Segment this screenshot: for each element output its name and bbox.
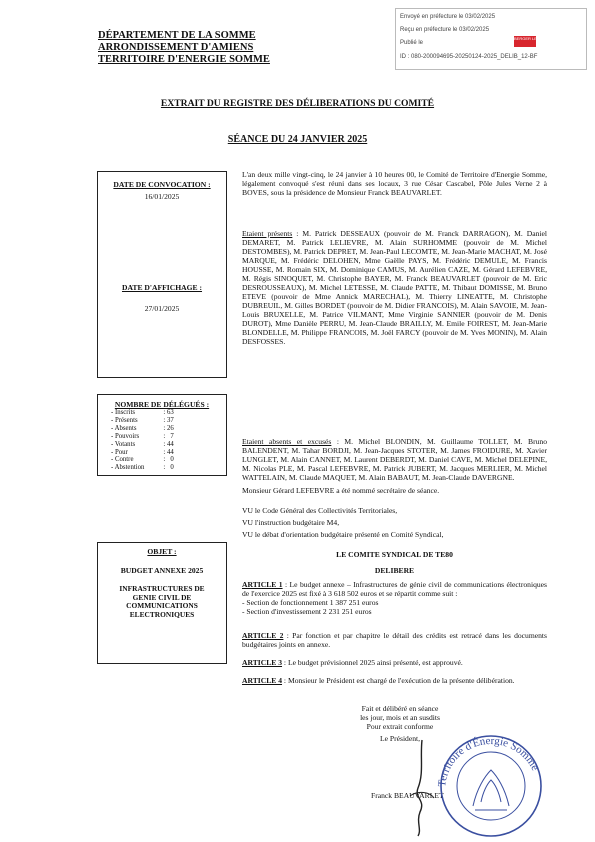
delegates-row — [110, 456, 175, 464]
berger-levrault-logo: BERGER LEVRAULT — [514, 36, 536, 47]
stamp-published: Publié le — [400, 40, 424, 46]
article-1-line-2: - Section d'investissement 2 231 251 euros — [242, 607, 372, 616]
svg-text:Territoire d'Énergie Somme — [436, 735, 541, 788]
delegates-row-label: - Absents — [111, 424, 137, 432]
article-3 — [242, 658, 547, 667]
delegates-row-value: : 44 — [163, 448, 174, 456]
official-seal — [425, 718, 555, 838]
delegates-row — [110, 433, 175, 441]
delegates-row-value: : 26 — [163, 424, 174, 432]
article-4-text: : Monsieur le Président est chargé de l'exécution de la présente délibération. — [282, 676, 515, 685]
signature-line-4: Le Président, — [379, 734, 421, 743]
president-name: Franck BEAUVARLET — [371, 791, 444, 800]
delegates-row — [110, 464, 175, 472]
decision-heading — [242, 550, 547, 575]
delegates-row — [110, 417, 175, 425]
article-3-label: ARTICLE 3 — [242, 658, 283, 667]
secretary-line: Monsieur Gérard LEFEBVRE a été nommé secrétaire de séance. — [242, 486, 440, 495]
absents-label: Etaient absents et excusés — [242, 437, 332, 446]
article-2 — [242, 631, 547, 649]
delegates-row-value: : 44 — [163, 440, 174, 448]
header-line-2: ARRONDISSEMENT D'AMIENS — [98, 42, 254, 53]
delegates-row — [110, 409, 175, 417]
header-line-1: DÉPARTEMENT DE LA SOMME — [98, 30, 256, 41]
delibere-heading: DELIBERE — [374, 566, 415, 575]
delegates-label: NOMBRE DE DÉLÉGUÉS : — [114, 400, 210, 409]
article-1-label: ARTICLE 1 — [242, 580, 283, 589]
article-2-label: ARTICLE 2 — [242, 631, 284, 640]
delegates-row — [110, 425, 175, 433]
delegates-row-value: : 7 — [163, 432, 174, 440]
vu-line-3: VU le débat d'orientation budgétaire présenté en Comité Syndical, — [242, 530, 444, 539]
stamp-sent: Envoyé en préfecture le 03/02/2025 — [400, 14, 496, 20]
vu-line-2: VU l'instruction budgétaire M4, — [242, 518, 340, 527]
signature-line-2: les jour, mois et an susdits — [360, 713, 440, 722]
delegates-row-label: - Pour — [111, 448, 128, 456]
delegates-row-label: - Présents — [111, 416, 138, 424]
delegates-row — [110, 449, 175, 457]
objet-title: BUDGET ANNEXE 2025 — [120, 566, 204, 575]
article-1 — [242, 580, 547, 616]
header-line-3: TERRITOIRE D'ENERGIE SOMME — [98, 54, 270, 65]
delegates-row-value: : 0 — [163, 456, 174, 464]
article-1-line-1: - Section de fonctionnement 1 387 251 euros — [242, 598, 379, 607]
objet-description: INFRASTRUCTURES DE GENIE CIVIL DE COMMUNICATIONS ELECTRONIQUES — [119, 584, 205, 619]
stamp-id: ID : 080-200094695-20250124-2025_DELIB_12-BF — [400, 54, 538, 60]
session-title: SÉANCE DU 24 JANVIER 2025 — [227, 134, 368, 145]
delegates-row-value: : 37 — [163, 416, 174, 424]
prefecture-stamp — [395, 8, 587, 70]
presents-paragraph — [242, 229, 547, 346]
department-header — [98, 30, 270, 66]
delegates-row-label: - Inscrits — [111, 409, 135, 416]
dates-box — [97, 171, 227, 378]
comite-heading: LE COMITE SYNDICAL DE TE80 — [336, 550, 453, 559]
handwritten-signature — [400, 738, 440, 838]
document-title: EXTRAIT DU REGISTRE DES DÉLIBERATIONS DU COMITÉ — [160, 98, 435, 109]
delegates-row-label: - Votants — [111, 440, 136, 448]
absents-list: : M. Michel BLONDIN, M. Guillaume TOLLET, M. Bruno BALENDENT, M. Tahar BORDJI, M. Jean-Jacques STOTER, M. James FROIDURE, M. Xavier LUNGLET, M. Alain CANNET, M. Laurent DEBERDT, M. Daniel CAVE, M. Michel DELEPINE, M. Nicolas PLE, M. Pascal LEFEBVRE, M. Patrick JUBERT, M. Jacques MERLIER, M. Michel WATTELAIN, M. Claude MAQUET, M. Alain BABAUT, M. Jean-Claude DAVERGNE. — [242, 437, 548, 482]
seal-text: Territoire d'Énergie Somme — [436, 734, 542, 788]
convocation-date: 16/01/2025 — [144, 192, 180, 201]
intro-paragraph: L'an deux mille vingt-cinq, le 24 janvier à 10 heures 00, le Comité de Territoire d'Energie Somme, légalement convoqué s'est réuni dans ses locaux, 3 rue César Cascabel, Pôle Jules Verne 2 à BOVES, sous la présidence de Monsieur Franck BEAUVARLET. — [242, 170, 547, 197]
article-1-text: : Le budget annexe – Infrastructures de génie civil de communications électroniques de l'exercice 2025 est fixé à 3 618 502 euros et se répartit comme suit : — [242, 580, 547, 598]
stamp-received: Reçu en préfecture le 03/02/2025 — [400, 27, 490, 33]
affichage-date: 27/01/2025 — [144, 304, 180, 313]
delegates-row-label: - Abstention — [111, 464, 145, 472]
delegates-row-value: : 63 — [163, 409, 174, 416]
delegates-row-label: - Pouvoirs — [111, 432, 140, 440]
article-4-label: ARTICLE 4 — [242, 676, 283, 685]
delegates-table — [110, 409, 175, 472]
presents-label: Etaient présents — [242, 229, 293, 238]
delegates-row — [110, 441, 175, 449]
article-4 — [242, 676, 547, 685]
objet-label: OBJET : — [147, 547, 177, 556]
vu-section — [242, 506, 547, 539]
article-2-text: : Par fonction et par chapitre le détail des crédits est retracé dans les documents budgétaires joints en annexe. — [242, 631, 547, 649]
convocation-label: DATE DE CONVOCATION : — [113, 180, 211, 189]
signature-line-3: Pour extrait conforme — [366, 722, 434, 731]
absents-paragraph — [242, 437, 547, 482]
delegates-row-label: - Contre — [111, 456, 134, 464]
signature-line-1: Fait et délibéré en séance — [361, 704, 439, 713]
delegates-box — [97, 394, 227, 476]
delegates-row-value: : 0 — [163, 464, 174, 472]
article-3-text: : Le budget prévisionnel 2025 ainsi présenté, est approuvé. — [282, 658, 463, 667]
presents-list: : M. Patrick DESSEAUX (pouvoir de M. Franck DARRAGON), M. Daniel DEMARET, M. Patrick LELIEVRE, M. Alain SURHOMME (pouvoir de M. Michel DESTOMBES), M. Patrick DEPRET, M. Jean-Paul LECOMTE, M. Jean-Marie MACHAT, M. José MARQUE, M. Frédéric DELOHEN, Mme Gaëlle PAYS, M. Frédéric DEMULE, M. Francis HOUSSE, M. Romain SIX, M. Dominique CAMUS, M. Aurélien CAZE, M. Gérard LEFEBVRE, M. Régis SINOQUET, M. Christophe BAYER, M. Franck BEAUVARLET (pouvoir de M. Eric DESROUSSEAUX), M. Michel LETESSE, M. Claude PATTE, M. Thibaut DOMISSE, M. Bruno ETEVE (pouvoir de Mme Annick MARECHAL), M. Thierry LINEATTE, M. Christophe DUBREUIL, M. Gilles BORDET (pouvoir de M. Didier FRANCOIS), M. Alain SAVOIE, M. Jean-Louis BRUXELLE, M. Patrice VILMANT, Mme Virginie SANNIER (pouvoir de M. Denis DUROT), Mme Danièle PERRU, M. Jean-Claude BRAILLY, M. Emile FOIREST, M. Jean-Marie BLONDELLE, M. Philippe FRANCOIS, M. Joël FARCY (pouvoir de M. Yves MONIN), M. Alain DESFOSSES. — [242, 229, 547, 346]
objet-box — [97, 542, 227, 664]
affichage-label: DATE D'AFFICHAGE : — [121, 283, 203, 292]
vu-line-1: VU le Code Général des Collectivités Territoriales, — [242, 506, 398, 515]
